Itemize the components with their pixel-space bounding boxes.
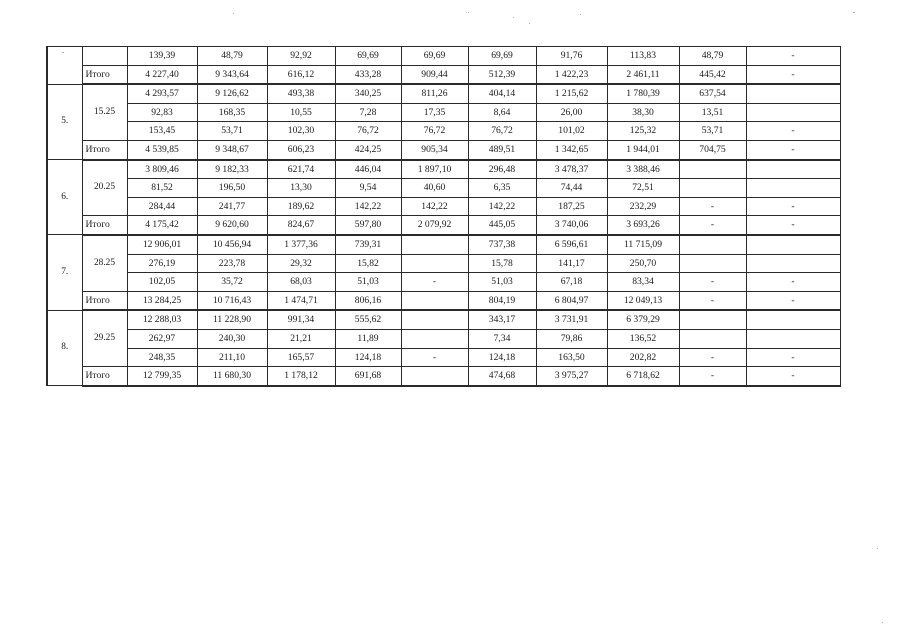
value-cell: 991,34 — [267, 310, 335, 329]
table-row — [47, 235, 840, 254]
value-cell — [746, 103, 840, 122]
value-cell: 92,83 — [127, 103, 197, 122]
value-cell: 3 693,26 — [607, 216, 679, 235]
section-code-cell — [82, 47, 127, 66]
section-code-cell: 29.25 — [82, 310, 127, 366]
value-cell: 76,72 — [335, 122, 401, 141]
value-cell: - — [679, 216, 746, 235]
value-cell — [401, 310, 468, 329]
row-number-cell: 7. — [47, 235, 82, 310]
value-cell: 445,05 — [468, 216, 536, 235]
table-row — [47, 65, 840, 84]
value-cell — [679, 329, 746, 348]
value-cell — [679, 179, 746, 198]
table-row — [47, 310, 840, 329]
value-cell: 3 388,46 — [607, 160, 679, 179]
value-cell: 1 342,65 — [536, 140, 607, 159]
value-cell: 3 478,37 — [536, 160, 607, 179]
value-cell: 296,48 — [468, 160, 536, 179]
value-cell: 21,21 — [267, 329, 335, 348]
value-cell: 72,51 — [607, 179, 679, 198]
value-cell: 69,69 — [468, 47, 536, 66]
section-code-cell: 20.25 — [82, 160, 127, 216]
value-cell: 202,82 — [607, 348, 679, 367]
value-cell: 10 456,94 — [197, 235, 267, 254]
value-cell: 12 799,35 — [127, 367, 197, 386]
value-cell: 11 680,30 — [197, 367, 267, 386]
value-cell: 40,60 — [401, 179, 468, 198]
value-cell: - — [679, 367, 746, 386]
value-cell: 83,34 — [607, 273, 679, 292]
value-cell: 804,19 — [468, 291, 536, 310]
value-cell: 824,67 — [267, 216, 335, 235]
value-cell: 12 049,13 — [607, 291, 679, 310]
value-cell: 91,76 — [536, 47, 607, 66]
value-cell: 4 539,85 — [127, 140, 197, 159]
table-row — [47, 160, 840, 179]
table-row — [47, 291, 840, 310]
value-cell: 9 182,33 — [197, 160, 267, 179]
table-row — [47, 84, 840, 103]
value-cell: 8,64 — [468, 103, 536, 122]
value-cell: 232,29 — [607, 197, 679, 216]
table-row — [47, 103, 840, 122]
value-cell: 241,77 — [197, 197, 267, 216]
value-cell: 811,26 — [401, 84, 468, 103]
value-cell: 637,54 — [679, 84, 746, 103]
value-cell: 165,57 — [267, 348, 335, 367]
section-code-cell: 28.25 — [82, 235, 127, 291]
value-cell: 211,10 — [197, 348, 267, 367]
value-cell: 6 718,62 — [607, 367, 679, 386]
value-cell: 113,83 — [607, 47, 679, 66]
row-number-cell: 5. — [47, 84, 82, 159]
value-cell: 81,52 — [127, 179, 197, 198]
value-cell: 6 379,29 — [607, 310, 679, 329]
value-cell — [746, 179, 840, 198]
value-cell — [401, 329, 468, 348]
table-row — [47, 47, 840, 66]
value-cell: 404,14 — [468, 84, 536, 103]
section-code-cell: 15.25 — [82, 84, 127, 140]
value-cell: 262,97 — [127, 329, 197, 348]
value-cell: - — [679, 348, 746, 367]
value-cell: 1 780,39 — [607, 84, 679, 103]
value-cell: 606,23 — [267, 140, 335, 159]
value-cell: 493,38 — [267, 84, 335, 103]
value-cell — [746, 84, 840, 103]
value-cell: 139,39 — [127, 47, 197, 66]
value-cell: 153,45 — [127, 122, 197, 141]
value-cell: 125,32 — [607, 122, 679, 141]
value-cell — [679, 254, 746, 273]
row-number-cell — [47, 47, 82, 85]
total-label-cell: Итого — [82, 140, 127, 159]
value-cell: 1 215,62 — [536, 84, 607, 103]
value-cell: 13 284,25 — [127, 291, 197, 310]
value-cell: - — [679, 273, 746, 292]
value-cell: - — [746, 65, 840, 84]
table-row — [47, 367, 840, 386]
value-cell: 905,34 — [401, 140, 468, 159]
value-cell: 51,03 — [468, 273, 536, 292]
value-cell: 2 461,11 — [607, 65, 679, 84]
value-cell — [746, 329, 840, 348]
table-row — [47, 197, 840, 216]
value-cell — [746, 160, 840, 179]
value-cell: - — [401, 273, 468, 292]
value-cell: 74,44 — [536, 179, 607, 198]
value-cell: 187,25 — [536, 197, 607, 216]
value-cell: 29,32 — [267, 254, 335, 273]
value-cell: 445,42 — [679, 65, 746, 84]
value-cell: - — [679, 291, 746, 310]
value-cell: 69,69 — [335, 47, 401, 66]
value-cell: 9,54 — [335, 179, 401, 198]
total-label-cell: Итого — [82, 65, 127, 84]
value-cell: 691,68 — [335, 367, 401, 386]
value-cell: 13,51 — [679, 103, 746, 122]
value-cell — [401, 235, 468, 254]
value-cell: 101,02 — [536, 122, 607, 141]
value-cell: 1 944,01 — [607, 140, 679, 159]
value-cell: 9 620,60 — [197, 216, 267, 235]
value-cell: - — [746, 47, 840, 66]
value-cell — [679, 235, 746, 254]
value-cell: 6 596,61 — [536, 235, 607, 254]
value-cell: - — [746, 197, 840, 216]
value-cell: 1 178,12 — [267, 367, 335, 386]
value-cell: 13,30 — [267, 179, 335, 198]
value-cell: 2 079,92 — [401, 216, 468, 235]
value-cell: 10,55 — [267, 103, 335, 122]
value-cell: - — [401, 348, 468, 367]
value-cell: 489,51 — [468, 140, 536, 159]
value-cell: 17,35 — [401, 103, 468, 122]
value-cell: 38,30 — [607, 103, 679, 122]
value-cell: - — [679, 197, 746, 216]
value-cell: 512,39 — [468, 65, 536, 84]
value-cell — [401, 367, 468, 386]
value-cell: 92,92 — [267, 47, 335, 66]
value-cell: - — [746, 216, 840, 235]
value-cell: 616,12 — [267, 65, 335, 84]
value-cell — [746, 310, 840, 329]
value-cell: 3 975,27 — [536, 367, 607, 386]
value-cell: 3 809,46 — [127, 160, 197, 179]
value-cell: 136,52 — [607, 329, 679, 348]
value-cell: 424,25 — [335, 140, 401, 159]
value-cell: 12 288,03 — [127, 310, 197, 329]
value-cell: 4 293,57 — [127, 84, 197, 103]
value-cell: 124,18 — [335, 348, 401, 367]
value-cell: 48,79 — [679, 47, 746, 66]
value-cell: 9 343,64 — [197, 65, 267, 84]
value-cell — [746, 254, 840, 273]
value-cell: 446,04 — [335, 160, 401, 179]
value-cell: 806,16 — [335, 291, 401, 310]
value-cell: 6 804,97 — [536, 291, 607, 310]
value-cell: 739,31 — [335, 235, 401, 254]
value-cell: 340,25 — [335, 84, 401, 103]
value-cell: 168,35 — [197, 103, 267, 122]
value-cell: 79,86 — [536, 329, 607, 348]
value-cell: - — [746, 348, 840, 367]
value-cell: 284,44 — [127, 197, 197, 216]
data-table — [46, 46, 841, 387]
value-cell: 141,17 — [536, 254, 607, 273]
value-cell: 3 740,06 — [536, 216, 607, 235]
value-cell — [746, 235, 840, 254]
table-row — [47, 348, 840, 367]
total-label-cell: Итого — [82, 367, 127, 386]
value-cell: 69,69 — [401, 47, 468, 66]
value-cell: 704,75 — [679, 140, 746, 159]
row-number-cell: 8. — [47, 310, 82, 385]
value-cell: 433,28 — [335, 65, 401, 84]
value-cell: 53,71 — [197, 122, 267, 141]
value-cell: 68,03 — [267, 273, 335, 292]
value-cell: - — [746, 140, 840, 159]
value-cell: 11,89 — [335, 329, 401, 348]
value-cell: 7,28 — [335, 103, 401, 122]
value-cell: 35,72 — [197, 273, 267, 292]
value-cell: 4 175,42 — [127, 216, 197, 235]
value-cell: 189,62 — [267, 197, 335, 216]
value-cell: 12 906,01 — [127, 235, 197, 254]
value-cell: 1 897,10 — [401, 160, 468, 179]
value-cell: 53,71 — [679, 122, 746, 141]
total-label-cell: Итого — [82, 291, 127, 310]
value-cell: 11 715,09 — [607, 235, 679, 254]
value-cell: 9 126,62 — [197, 84, 267, 103]
value-cell: 142,22 — [468, 197, 536, 216]
value-cell: 142,22 — [335, 197, 401, 216]
value-cell — [401, 291, 468, 310]
value-cell: 248,35 — [127, 348, 197, 367]
table-row — [47, 216, 840, 235]
value-cell: 11 228,90 — [197, 310, 267, 329]
table-row — [47, 254, 840, 273]
value-cell: 196,50 — [197, 179, 267, 198]
total-label-cell: Итого — [82, 216, 127, 235]
value-cell: 343,17 — [468, 310, 536, 329]
table-row — [47, 179, 840, 198]
value-cell: 26,00 — [536, 103, 607, 122]
value-cell: 163,50 — [536, 348, 607, 367]
value-cell: - — [746, 291, 840, 310]
value-cell — [679, 310, 746, 329]
value-cell: 737,38 — [468, 235, 536, 254]
value-cell: 48,79 — [197, 47, 267, 66]
value-cell: 474,68 — [468, 367, 536, 386]
value-cell: 76,72 — [468, 122, 536, 141]
value-cell: - — [746, 273, 840, 292]
value-cell: 124,18 — [468, 348, 536, 367]
value-cell: 67,18 — [536, 273, 607, 292]
value-cell: 223,78 — [197, 254, 267, 273]
value-cell: - — [746, 122, 840, 141]
value-cell: 102,30 — [267, 122, 335, 141]
value-cell: 1 422,23 — [536, 65, 607, 84]
value-cell: 250,70 — [607, 254, 679, 273]
value-cell: 142,22 — [401, 197, 468, 216]
value-cell: 276,19 — [127, 254, 197, 273]
value-cell: 9 348,67 — [197, 140, 267, 159]
value-cell: 621,74 — [267, 160, 335, 179]
value-cell: 597,80 — [335, 216, 401, 235]
value-cell: 51,03 — [335, 273, 401, 292]
value-cell: 6,35 — [468, 179, 536, 198]
value-cell: 909,44 — [401, 65, 468, 84]
row-number-cell: 6. — [47, 160, 82, 235]
value-cell — [679, 160, 746, 179]
value-cell: 3 731,91 — [536, 310, 607, 329]
table-row — [47, 273, 840, 292]
table-row — [47, 329, 840, 348]
value-cell: 1 474,71 — [267, 291, 335, 310]
value-cell: 10 716,43 — [197, 291, 267, 310]
value-cell: - — [746, 367, 840, 386]
value-cell: 4 227,40 — [127, 65, 197, 84]
value-cell: 240,30 — [197, 329, 267, 348]
value-cell: 555,62 — [335, 310, 401, 329]
value-cell: 102,05 — [127, 273, 197, 292]
value-cell: 7,34 — [468, 329, 536, 348]
value-cell: 15,78 — [468, 254, 536, 273]
value-cell: 15,82 — [335, 254, 401, 273]
table-row — [47, 122, 840, 141]
value-cell: 1 377,36 — [267, 235, 335, 254]
table-row — [47, 140, 840, 159]
value-cell: 76,72 — [401, 122, 468, 141]
value-cell — [401, 254, 468, 273]
